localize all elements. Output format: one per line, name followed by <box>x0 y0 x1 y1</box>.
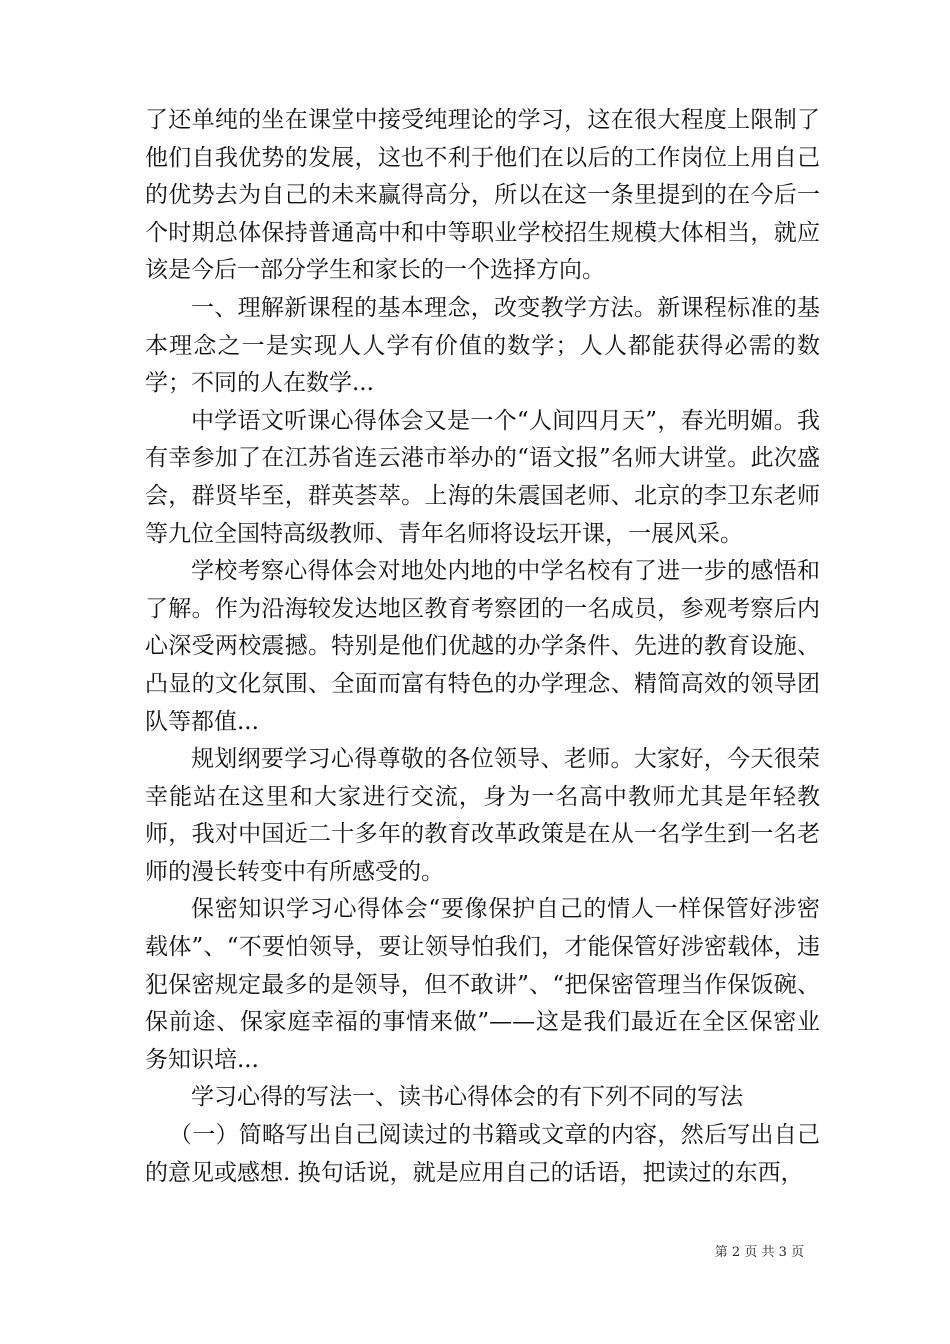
paragraph-confidentiality: 保密知识学习心得体会“要像保护自己的情人一样保管好涉密载体”、“不要怕领导，要让领导怕我们，才能保管好涉密载体，违犯保密规定最多的是领导，但不敢讲”、“把保密管理当作保饭碗、保前途、保家庭幸福的事情来做”——这是我们最近在全区保密业务知识培... <box>145 896 820 1073</box>
paragraph-new-curriculum: 一、理解新课程的基本理念，改变教学方法。新课程标准的基本理念之一是实现人人学有价值的数学；人人都能获得必需的数学；不同的人在数学... <box>145 294 820 397</box>
page-number: 第 2 页 共 3 页 <box>714 1245 804 1260</box>
paragraph-continuation: 了还单纯的坐在课堂中接受纯理论的学习，这在很大程度上限制了他们自我优势的发展，这也不利于他们在以后的工作岗位上用自己的优势去为自己的未来赢得高分，所以在这一条里提到的在今后一个时期总体保持普通高中和中等职业学校招生规模大体相当，就应该是今后一部分学生和家长的一个选择方向。 <box>145 107 820 284</box>
paragraph-method-one: （一）简略写出自己阅读过的书籍或文章的内容，然后写出自己的意见或感想. 换句话说，就是应用自己的话语，把读过的东西， <box>145 1122 820 1186</box>
document-body <box>145 102 820 1192</box>
paragraph-planning-outline: 规划纲要学习心得尊敬的各位领导、老师。大家好，今天很荣幸能站在这里和大家进行交流，身为一名高中教师尤其是年轻教师，我对中国近二十多年的教育改革政策是在从一名学生到一名老师的漫长转变中有所感受的。 <box>145 746 820 885</box>
paragraph-school-visit: 学校考察心得体会对地处内地的中学名校有了进一步的感悟和了解。作为沿海较发达地区教育考察团的一名成员，参观考察后内心深受两校震撼。特别是他们优越的办学条件、先进的教育设施、凸显的文化氛围、全面而富有特色的办学理念、精简高效的领导团队等都值... <box>145 558 820 735</box>
paragraph-writing-method-heading: 学习心得的写法一、读书心得体会的有下列不同的写法 <box>191 1084 743 1111</box>
paragraph-chinese-lesson: 中学语文听课心得体会又是一个“人间四月天”，春光明媚。我有幸参加了在江苏省连云港市举办的“语文报”名师大讲堂。此次盛会，群贤毕至，群英荟萃。上海的朱震国老师、北京的李卫东老师等九位全国特高级教师、青年名师将设坛开课，一展风采。 <box>145 407 820 547</box>
